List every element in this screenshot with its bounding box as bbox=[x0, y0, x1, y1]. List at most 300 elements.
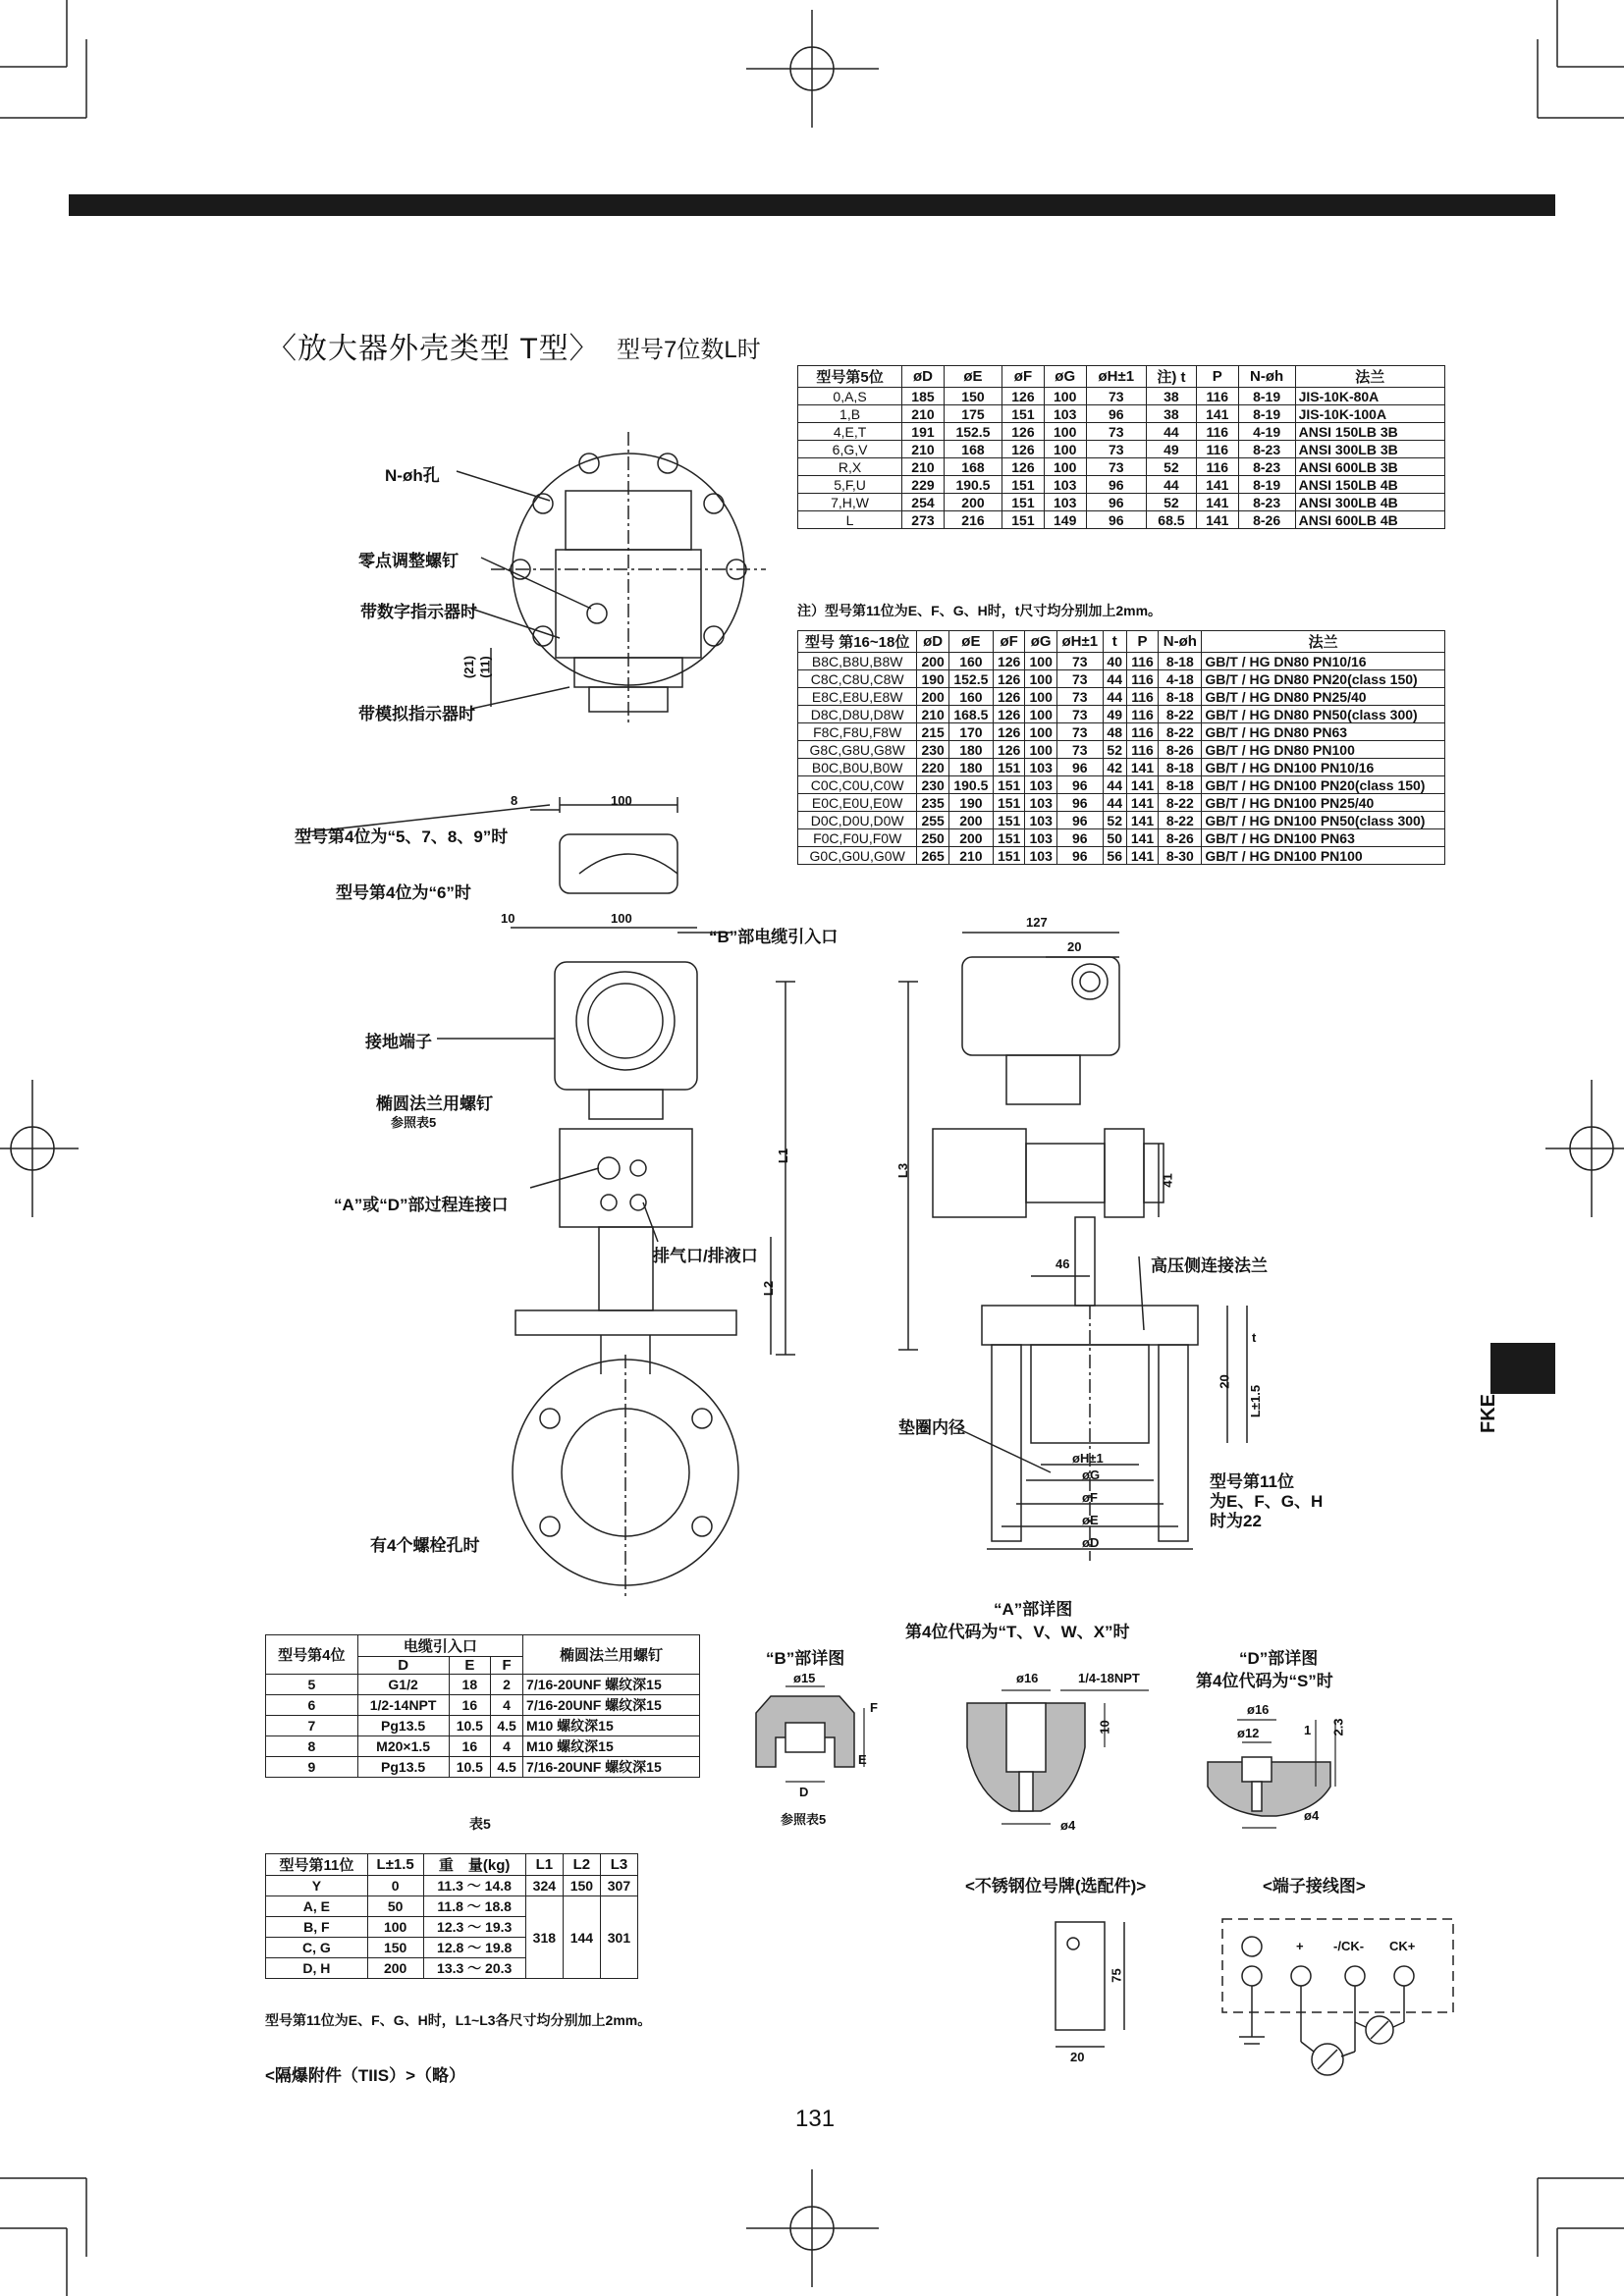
tw-cell: 11.8 ～ 18.8 bbox=[423, 1896, 525, 1917]
dim-20-right: 20 bbox=[1217, 1374, 1232, 1389]
t5-h-pos4: 型号第4位 bbox=[266, 1635, 358, 1675]
t2-cell: GB/T / HG DN80 PN50(class 300) bbox=[1202, 706, 1445, 723]
t1-cell: 210 bbox=[902, 441, 945, 458]
t2-cell: 73 bbox=[1056, 741, 1103, 759]
table-row bbox=[798, 812, 1445, 829]
table-row bbox=[266, 1695, 700, 1716]
tw-header: L2 bbox=[563, 1854, 600, 1876]
t1-cell: 100 bbox=[1044, 388, 1086, 405]
t2-cell: 48 bbox=[1103, 723, 1126, 741]
table-row bbox=[798, 405, 1445, 423]
t1-cell: 210 bbox=[902, 405, 945, 423]
table-row bbox=[798, 511, 1445, 529]
t2-cell: 141 bbox=[1126, 776, 1159, 794]
t2-cell: 151 bbox=[993, 794, 1025, 812]
t2-cell: 160 bbox=[948, 688, 993, 706]
t2-cell: E8C,E8U,E8W bbox=[798, 688, 917, 706]
t1-cell: 103 bbox=[1044, 494, 1086, 511]
dim-8: 8 bbox=[511, 793, 518, 808]
tw-header: 型号第11位 bbox=[266, 1854, 368, 1876]
d-detail-subtitle: 第4位代码为“S”时 bbox=[1196, 1672, 1333, 1690]
t1-cell: 8-23 bbox=[1238, 458, 1295, 476]
t2-cell: 8-22 bbox=[1159, 794, 1202, 812]
t1-cell: 116 bbox=[1196, 458, 1238, 476]
t5-cell: 7/16-20UNF 螺纹深15 bbox=[523, 1757, 700, 1778]
flange-table-1-note: 注）型号第11位为E、F、G、H时，t尺寸均分别加上2mm。 bbox=[797, 603, 1163, 618]
table-row bbox=[798, 829, 1445, 847]
t2-cell: 116 bbox=[1126, 723, 1159, 741]
t1-header: øE bbox=[944, 366, 1001, 388]
tw-cell: A, E bbox=[266, 1896, 368, 1917]
t2-cell: 52 bbox=[1103, 741, 1126, 759]
b-detail-E: E bbox=[858, 1752, 867, 1767]
weight-table bbox=[265, 1853, 638, 1979]
t2-cell: 126 bbox=[993, 723, 1025, 741]
t1-cell: 96 bbox=[1086, 511, 1146, 529]
t2-cell: 141 bbox=[1126, 847, 1159, 865]
t1-cell: 44 bbox=[1146, 423, 1196, 441]
t2-cell: 126 bbox=[993, 688, 1025, 706]
tw-header: 重 量(kg) bbox=[423, 1854, 525, 1876]
table-5-caption: 表5 bbox=[469, 1816, 491, 1832]
dim-46: 46 bbox=[1056, 1256, 1070, 1271]
tw-cell: 200 bbox=[367, 1958, 423, 1979]
t1-cell: 175 bbox=[944, 405, 1001, 423]
d-detail-1: 1 bbox=[1304, 1723, 1312, 1737]
t2-cell: 126 bbox=[993, 653, 1025, 670]
t2-cell: 56 bbox=[1103, 847, 1126, 865]
a-detail-title: “A”部详图 bbox=[994, 1600, 1073, 1619]
t2-cell: 8-22 bbox=[1159, 723, 1202, 741]
t1-cell: 126 bbox=[1002, 441, 1045, 458]
dim-dE: øE bbox=[1082, 1513, 1099, 1527]
terminal-ck-plus: CK+ bbox=[1389, 1939, 1416, 1953]
t2-cell: B0C,B0U,B0W bbox=[798, 759, 917, 776]
t2-cell: 116 bbox=[1126, 741, 1159, 759]
t5-cell: M10 螺纹深15 bbox=[523, 1716, 700, 1736]
t1-cell: 4,E,T bbox=[798, 423, 902, 441]
dim-t: t bbox=[1252, 1330, 1257, 1345]
tw-cell: 11.3 ～ 14.8 bbox=[423, 1876, 525, 1896]
t2-header: øE bbox=[948, 631, 993, 653]
t2-cell: 215 bbox=[917, 723, 949, 741]
tw-cell: 318 bbox=[525, 1896, 563, 1979]
tw-cell: 50 bbox=[367, 1896, 423, 1917]
t1-cell: 200 bbox=[944, 494, 1001, 511]
t1-cell: 229 bbox=[902, 476, 945, 494]
t2-cell: 96 bbox=[1056, 776, 1103, 794]
t2-cell: 8-30 bbox=[1159, 847, 1202, 865]
t2-cell: G8C,G8U,G8W bbox=[798, 741, 917, 759]
table-row bbox=[798, 706, 1445, 723]
t5-cell: Pg13.5 bbox=[357, 1757, 449, 1778]
t5-cell: 1/2-14NPT bbox=[357, 1695, 449, 1716]
t1-cell: 73 bbox=[1086, 441, 1146, 458]
flameproof-label: <隔爆附件（TIIS）>（略） bbox=[265, 2066, 466, 2085]
tw-cell: 100 bbox=[367, 1917, 423, 1938]
analog-indicator-label: 带模拟指示器时 bbox=[358, 705, 475, 723]
tw-header: L1 bbox=[525, 1854, 563, 1876]
t1-cell: 254 bbox=[902, 494, 945, 511]
dim-10: 10 bbox=[501, 911, 515, 926]
table-row bbox=[798, 388, 1445, 405]
t2-cell: 151 bbox=[993, 776, 1025, 794]
t2-cell: 73 bbox=[1056, 670, 1103, 688]
t1-cell: ANSI 300LB 4B bbox=[1295, 494, 1444, 511]
t2-cell: GB/T / HG DN100 PN100 bbox=[1202, 847, 1445, 865]
t5-cell: 9 bbox=[266, 1757, 358, 1778]
t2-cell: 160 bbox=[948, 653, 993, 670]
dim-L3: L3 bbox=[895, 1162, 911, 1179]
t2-cell: C8C,C8U,C8W bbox=[798, 670, 917, 688]
t1-cell: 168 bbox=[944, 441, 1001, 458]
cable-entry-b-label: “B”部电缆引入口 bbox=[709, 928, 839, 946]
t1-cell: 1,B bbox=[798, 405, 902, 423]
t1-cell: 126 bbox=[1002, 423, 1045, 441]
t2-cell: 126 bbox=[993, 741, 1025, 759]
tw-cell: 301 bbox=[600, 1896, 637, 1979]
tw-cell: 324 bbox=[525, 1876, 563, 1896]
t1-header: 法兰 bbox=[1295, 366, 1444, 388]
tw-cell: 12.8 ～ 19.8 bbox=[423, 1938, 525, 1958]
t2-cell: 126 bbox=[993, 670, 1025, 688]
table-row bbox=[798, 653, 1445, 670]
t1-cell: 151 bbox=[1002, 494, 1045, 511]
t2-cell: F0C,F0U,F0W bbox=[798, 829, 917, 847]
t1-cell: 52 bbox=[1146, 494, 1196, 511]
t2-cell: 100 bbox=[1025, 723, 1057, 741]
table-row bbox=[266, 1736, 700, 1757]
table-row bbox=[798, 847, 1445, 865]
t2-cell: GB/T / HG DN100 PN25/40 bbox=[1202, 794, 1445, 812]
t1-cell: ANSI 600LB 3B bbox=[1295, 458, 1444, 476]
b-detail-ref: 参照表5 bbox=[781, 1812, 827, 1827]
t1-cell: L bbox=[798, 511, 902, 529]
t1-header: 注) t bbox=[1146, 366, 1196, 388]
t2-header: øG bbox=[1025, 631, 1057, 653]
t1-cell: ANSI 600LB 4B bbox=[1295, 511, 1444, 529]
t2-cell: 96 bbox=[1056, 829, 1103, 847]
tag-width: 20 bbox=[1070, 2050, 1085, 2064]
table-row bbox=[798, 741, 1445, 759]
t5-h-F: F bbox=[491, 1657, 523, 1675]
t1-cell: 141 bbox=[1196, 511, 1238, 529]
b-detail-d15: ø15 bbox=[793, 1671, 816, 1685]
t2-cell: 210 bbox=[948, 847, 993, 865]
t1-cell: 126 bbox=[1002, 388, 1045, 405]
a-detail-subtitle: 第4位代码为“T、V、W、X”时 bbox=[905, 1623, 1130, 1641]
t2-cell: 116 bbox=[1126, 706, 1159, 723]
t2-cell: 103 bbox=[1025, 847, 1057, 865]
tw-cell: 144 bbox=[563, 1896, 600, 1979]
t1-cell: 96 bbox=[1086, 476, 1146, 494]
t2-cell: 230 bbox=[917, 741, 949, 759]
t2-cell: 73 bbox=[1056, 653, 1103, 670]
table-row bbox=[798, 494, 1445, 511]
b-detail-D: D bbox=[799, 1785, 809, 1799]
t2-cell: 230 bbox=[917, 776, 949, 794]
t1-cell: 96 bbox=[1086, 494, 1146, 511]
table-row bbox=[266, 1757, 700, 1778]
t1-cell: 8-23 bbox=[1238, 494, 1295, 511]
dim-41: 41 bbox=[1160, 1173, 1175, 1188]
t1-cell: 126 bbox=[1002, 458, 1045, 476]
section-label: FKE bbox=[1478, 1394, 1499, 1433]
t1-cell: 116 bbox=[1196, 423, 1238, 441]
t2-cell: 170 bbox=[948, 723, 993, 741]
page-title: 〈放大器外壳类型 T型〉 bbox=[267, 333, 600, 365]
t2-cell: 103 bbox=[1025, 829, 1057, 847]
t1-header: 型号第5位 bbox=[798, 366, 902, 388]
t2-cell: 210 bbox=[917, 706, 949, 723]
t1-cell: 216 bbox=[944, 511, 1001, 529]
dim-dH: øH±1 bbox=[1072, 1451, 1104, 1466]
t5-cell: G1/2 bbox=[357, 1675, 449, 1695]
pos4-6-label: 型号第4位为“6”时 bbox=[336, 883, 471, 902]
t2-cell: 180 bbox=[948, 741, 993, 759]
t2-cell: 8-26 bbox=[1159, 741, 1202, 759]
t1-cell: 49 bbox=[1146, 441, 1196, 458]
t2-header: N-øh bbox=[1159, 631, 1202, 653]
dim-L-tol: L±1.5 bbox=[1248, 1384, 1264, 1418]
t2-cell: 103 bbox=[1025, 759, 1057, 776]
ref-table5-label: 参照表5 bbox=[391, 1115, 437, 1130]
t1-cell: 5,F,U bbox=[798, 476, 902, 494]
t2-cell: 190.5 bbox=[948, 776, 993, 794]
a-detail-d16: ø16 bbox=[1016, 1671, 1039, 1685]
t2-cell: 44 bbox=[1103, 794, 1126, 812]
weight-table-note: 型号第11位为E、F、G、H时，L1~L3各尺寸均分别加上2mm。 bbox=[265, 2012, 652, 2028]
t1-cell: 141 bbox=[1196, 476, 1238, 494]
table-row bbox=[798, 759, 1445, 776]
t1-cell: 149 bbox=[1044, 511, 1086, 529]
t2-cell: D0C,D0U,D0W bbox=[798, 812, 917, 829]
t2-cell: 42 bbox=[1103, 759, 1126, 776]
table-row bbox=[266, 1675, 700, 1695]
terminal-ck-minus: -/CK- bbox=[1333, 1939, 1365, 1953]
tag-plate-title: <不锈钢位号牌(选配件)> bbox=[965, 1877, 1147, 1896]
t2-cell: E0C,E0U,E0W bbox=[798, 794, 917, 812]
t5-cell: M10 螺纹深15 bbox=[523, 1736, 700, 1757]
t5-cell: 16 bbox=[449, 1695, 491, 1716]
tw-cell: 12.3 ～ 19.3 bbox=[423, 1917, 525, 1938]
t1-cell: 44 bbox=[1146, 476, 1196, 494]
hp-flange-label: 高压侧连接法兰 bbox=[1151, 1256, 1268, 1275]
t2-cell: 265 bbox=[917, 847, 949, 865]
t5-cell: 6 bbox=[266, 1695, 358, 1716]
pos4-5789-label: 型号第4位为“5、7、8、9”时 bbox=[295, 828, 509, 846]
t1-header: øG bbox=[1044, 366, 1086, 388]
t1-cell: ANSI 150LB 3B bbox=[1295, 423, 1444, 441]
gasket-id-label: 垫圈内径 bbox=[898, 1418, 965, 1437]
t1-cell: 4-19 bbox=[1238, 423, 1295, 441]
t5-cell: 16 bbox=[449, 1736, 491, 1757]
t1-cell: 210 bbox=[902, 458, 945, 476]
t1-cell: 152.5 bbox=[944, 423, 1001, 441]
t1-cell: 103 bbox=[1044, 476, 1086, 494]
t2-header: P bbox=[1126, 631, 1159, 653]
t2-cell: 152.5 bbox=[948, 670, 993, 688]
t2-cell: 190 bbox=[948, 794, 993, 812]
t2-cell: 151 bbox=[993, 812, 1025, 829]
d-detail-title: “D”部详图 bbox=[1239, 1649, 1319, 1668]
t2-cell: 73 bbox=[1056, 723, 1103, 741]
t2-cell: 141 bbox=[1126, 759, 1159, 776]
t5-cell: Pg13.5 bbox=[357, 1716, 449, 1736]
tw-cell: C, G bbox=[266, 1938, 368, 1958]
t2-cell: 8-18 bbox=[1159, 759, 1202, 776]
t1-cell: 103 bbox=[1044, 405, 1086, 423]
tw-header: L±1.5 bbox=[367, 1854, 423, 1876]
t1-header: øH±1 bbox=[1086, 366, 1146, 388]
t2-cell: 151 bbox=[993, 847, 1025, 865]
t2-header: øD bbox=[917, 631, 949, 653]
t2-cell: 8-18 bbox=[1159, 688, 1202, 706]
t2-cell: 49 bbox=[1103, 706, 1126, 723]
four-bolt-label: 有4个螺栓孔时 bbox=[370, 1536, 480, 1555]
t1-cell: JIS-10K-100A bbox=[1295, 405, 1444, 423]
dim-20-top: 20 bbox=[1067, 939, 1082, 954]
d-detail-d12: ø12 bbox=[1237, 1726, 1260, 1740]
t2-header: øF bbox=[993, 631, 1025, 653]
t2-cell: G0C,G0U,G0W bbox=[798, 847, 917, 865]
t2-cell: 200 bbox=[948, 829, 993, 847]
t1-cell: 151 bbox=[1002, 405, 1045, 423]
t2-cell: 50 bbox=[1103, 829, 1126, 847]
t2-cell: GB/T / HG DN100 PN50(class 300) bbox=[1202, 812, 1445, 829]
t5-cell: 4.5 bbox=[491, 1716, 523, 1736]
t2-cell: 8-18 bbox=[1159, 653, 1202, 670]
t5-cell: 7/16-20UNF 螺纹深15 bbox=[523, 1675, 700, 1695]
t5-h-screw: 椭圆法兰用螺钉 bbox=[523, 1635, 700, 1675]
t1-cell: 168 bbox=[944, 458, 1001, 476]
t5-cell: 10.5 bbox=[449, 1716, 491, 1736]
t2-cell: 100 bbox=[1025, 653, 1057, 670]
t2-cell: D8C,D8U,D8W bbox=[798, 706, 917, 723]
t2-cell: GB/T / HG DN80 PN25/40 bbox=[1202, 688, 1445, 706]
tw-cell: 0 bbox=[367, 1876, 423, 1896]
t1-cell: 100 bbox=[1044, 423, 1086, 441]
t2-cell: 52 bbox=[1103, 812, 1126, 829]
t1-cell: 141 bbox=[1196, 494, 1238, 511]
tag-height: 75 bbox=[1109, 1968, 1124, 1983]
t1-header: øF bbox=[1002, 366, 1045, 388]
t2-cell: 100 bbox=[1025, 670, 1057, 688]
t2-cell: 180 bbox=[948, 759, 993, 776]
t2-cell: 8-22 bbox=[1159, 812, 1202, 829]
t2-cell: 116 bbox=[1126, 670, 1159, 688]
t1-cell: 141 bbox=[1196, 405, 1238, 423]
t2-cell: GB/T / HG DN80 PN20(class 150) bbox=[1202, 670, 1445, 688]
t1-cell: 185 bbox=[902, 388, 945, 405]
t2-cell: 44 bbox=[1103, 670, 1126, 688]
t2-cell: GB/T / HG DN80 PN100 bbox=[1202, 741, 1445, 759]
t2-cell: 151 bbox=[993, 759, 1025, 776]
t2-cell: 200 bbox=[917, 688, 949, 706]
zero-screw-label: 零点调整螺钉 bbox=[358, 552, 459, 570]
t2-cell: 96 bbox=[1056, 847, 1103, 865]
tw-cell: Y bbox=[266, 1876, 368, 1896]
t1-cell: 191 bbox=[902, 423, 945, 441]
t5-h-cable: 电缆引入口 bbox=[357, 1635, 522, 1657]
t2-cell: 151 bbox=[993, 829, 1025, 847]
tw-header: L3 bbox=[600, 1854, 637, 1876]
t1-cell: 7,H,W bbox=[798, 494, 902, 511]
t1-cell: 100 bbox=[1044, 458, 1086, 476]
dim-dD: øD bbox=[1082, 1535, 1100, 1550]
t1-cell: 151 bbox=[1002, 476, 1045, 494]
t1-cell: 0,A,S bbox=[798, 388, 902, 405]
t2-cell: 96 bbox=[1056, 794, 1103, 812]
t5-cell: 8 bbox=[266, 1736, 358, 1757]
terminal-title: <端子接线图> bbox=[1263, 1877, 1366, 1896]
t2-cell: 8-22 bbox=[1159, 706, 1202, 723]
dim-100-side: 100 bbox=[611, 911, 632, 926]
dim-dG: øG bbox=[1082, 1468, 1101, 1482]
table-row bbox=[798, 776, 1445, 794]
tw-cell: D, H bbox=[266, 1958, 368, 1979]
t5-cell: 4.5 bbox=[491, 1757, 523, 1778]
t1-cell: 116 bbox=[1196, 388, 1238, 405]
t1-cell: 96 bbox=[1086, 405, 1146, 423]
t2-cell: GB/T / HG DN80 PN63 bbox=[1202, 723, 1445, 741]
dim-127: 127 bbox=[1026, 915, 1048, 930]
oval-flange-screw-label: 椭圆法兰用螺钉 bbox=[376, 1095, 493, 1113]
t1-cell: ANSI 300LB 3B bbox=[1295, 441, 1444, 458]
pos11-note-label: 型号第11位 为E、F、G、H 时为22 bbox=[1210, 1472, 1324, 1530]
dim-L1: L1 bbox=[776, 1148, 791, 1164]
t2-cell: GB/T / HG DN100 PN20(class 150) bbox=[1202, 776, 1445, 794]
t1-cell: 73 bbox=[1086, 388, 1146, 405]
t1-cell: ANSI 150LB 4B bbox=[1295, 476, 1444, 494]
t2-cell: 116 bbox=[1126, 653, 1159, 670]
t1-cell: 6,G,V bbox=[798, 441, 902, 458]
vent-drain-label: 排气口/排液口 bbox=[653, 1247, 758, 1265]
dim-100-top: 100 bbox=[611, 793, 632, 808]
t1-cell: 52 bbox=[1146, 458, 1196, 476]
t2-header: øH±1 bbox=[1056, 631, 1103, 653]
section-tab bbox=[1490, 1343, 1555, 1394]
table-row bbox=[798, 423, 1445, 441]
t5-h-D: D bbox=[357, 1657, 449, 1675]
terminal-plus: + bbox=[1296, 1939, 1304, 1953]
t2-cell: 255 bbox=[917, 812, 949, 829]
header-bar bbox=[69, 194, 1555, 216]
tw-cell: 13.3 ～ 20.3 bbox=[423, 1958, 525, 1979]
t2-cell: 116 bbox=[1126, 688, 1159, 706]
t1-header: øD bbox=[902, 366, 945, 388]
ground-terminal-label: 接地端子 bbox=[365, 1033, 432, 1051]
t2-cell: 103 bbox=[1025, 812, 1057, 829]
t1-cell: 100 bbox=[1044, 441, 1086, 458]
dim-L2: L2 bbox=[761, 1280, 777, 1297]
t2-cell: 8-26 bbox=[1159, 829, 1202, 847]
t1-cell: 73 bbox=[1086, 458, 1146, 476]
t2-cell: 73 bbox=[1056, 706, 1103, 723]
t2-cell: 96 bbox=[1056, 812, 1103, 829]
t1-cell: 73 bbox=[1086, 423, 1146, 441]
process-connection-label: “A”或“D”部过程连接口 bbox=[334, 1196, 509, 1214]
t2-cell: 235 bbox=[917, 794, 949, 812]
t2-cell: 220 bbox=[917, 759, 949, 776]
t2-cell: 100 bbox=[1025, 741, 1057, 759]
a-detail-10: 10 bbox=[1097, 1720, 1112, 1735]
d-detail-d16: ø16 bbox=[1247, 1702, 1270, 1717]
table-row bbox=[798, 670, 1445, 688]
table-row bbox=[798, 794, 1445, 812]
t2-cell: 100 bbox=[1025, 688, 1057, 706]
dim-11: (11) bbox=[477, 656, 493, 678]
